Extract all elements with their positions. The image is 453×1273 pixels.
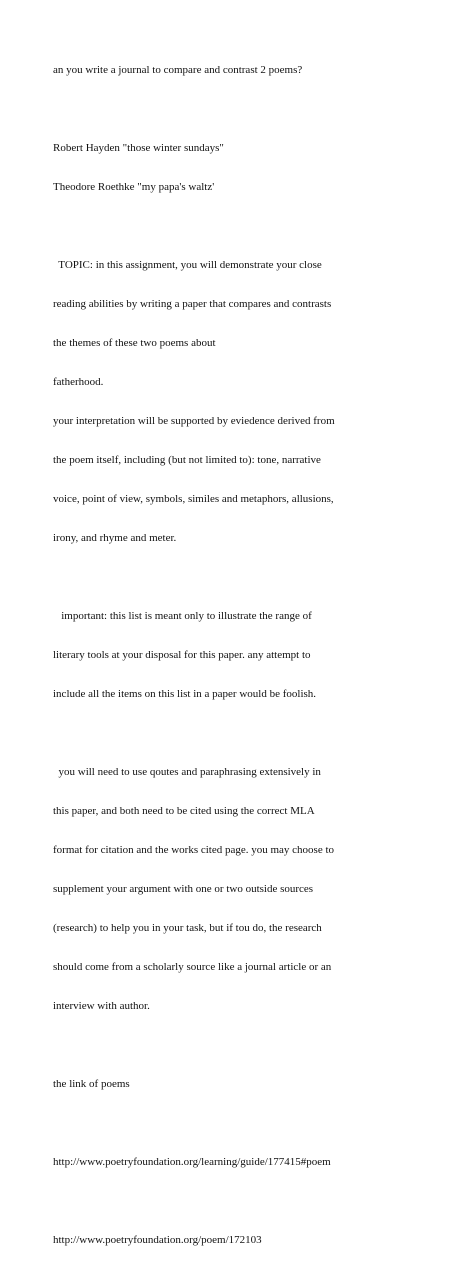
- important-line: include all the items on this list in a paper would be foolish.: [53, 688, 317, 700]
- links-heading: the link of poems: [53, 1078, 130, 1090]
- quotes-line: supplement your argument with one or two outside sources: [53, 883, 314, 895]
- important-line: important: this list is meant only to illustrate the range of: [53, 610, 312, 622]
- question-text: an you write a journal to compare and contrast 2 poems?: [53, 64, 303, 76]
- topic-line: reading abilities by writing a paper that compares and contrasts: [53, 298, 332, 310]
- topic-line: TOPIC: in this assignment, you will demonstrate your close: [53, 259, 322, 271]
- topic-line: the themes of these two poems about: [53, 337, 216, 349]
- poems-block: [53, 116, 413, 220]
- topic-line: irony, and rhyme and meter.: [53, 532, 177, 544]
- quotes-line: should come from a scholarly source like a journal article or an: [53, 961, 332, 973]
- quotes-paragraph: [53, 740, 413, 1039]
- link-one-block: [53, 1130, 413, 1195]
- links-heading-block: [53, 1052, 413, 1117]
- important-paragraph: [53, 584, 413, 727]
- poem-one-title: Robert Hayden "those winter sundays": [53, 142, 224, 154]
- question-line: [53, 38, 413, 103]
- topic-line: voice, point of view, symbols, similes and metaphors, allusions,: [53, 493, 334, 505]
- poem-link-two[interactable]: http://www.poetryfoundation.org/poem/172103: [53, 1234, 262, 1246]
- topic-line: the poem itself, including (but not limited to): tone, narrative: [53, 454, 321, 466]
- quotes-line: you will need to use qoutes and paraphrasing extensively in: [53, 766, 321, 778]
- quotes-line: (research) to help you in your task, but if tou do, the research: [53, 922, 322, 934]
- important-line: literary tools at your disposal for this paper. any attempt to: [53, 649, 311, 661]
- quotes-line: interview with author.: [53, 1000, 150, 1012]
- topic-line: your interpretation will be supported by eviedence derived from: [53, 415, 335, 427]
- poem-link-one[interactable]: http://www.poetryfoundation.org/learning/guide/177415#poem: [53, 1156, 331, 1168]
- link-two-block: [53, 1208, 413, 1273]
- quotes-line: format for citation and the works cited page. you may choose to: [53, 844, 335, 856]
- topic-paragraph: [53, 233, 413, 571]
- poem-two-title: Theodore Roethke "my papa's waltz': [53, 181, 215, 193]
- topic-line: fatherhood.: [53, 376, 104, 388]
- quotes-line: this paper, and both need to be cited using the correct MLA: [53, 805, 315, 817]
